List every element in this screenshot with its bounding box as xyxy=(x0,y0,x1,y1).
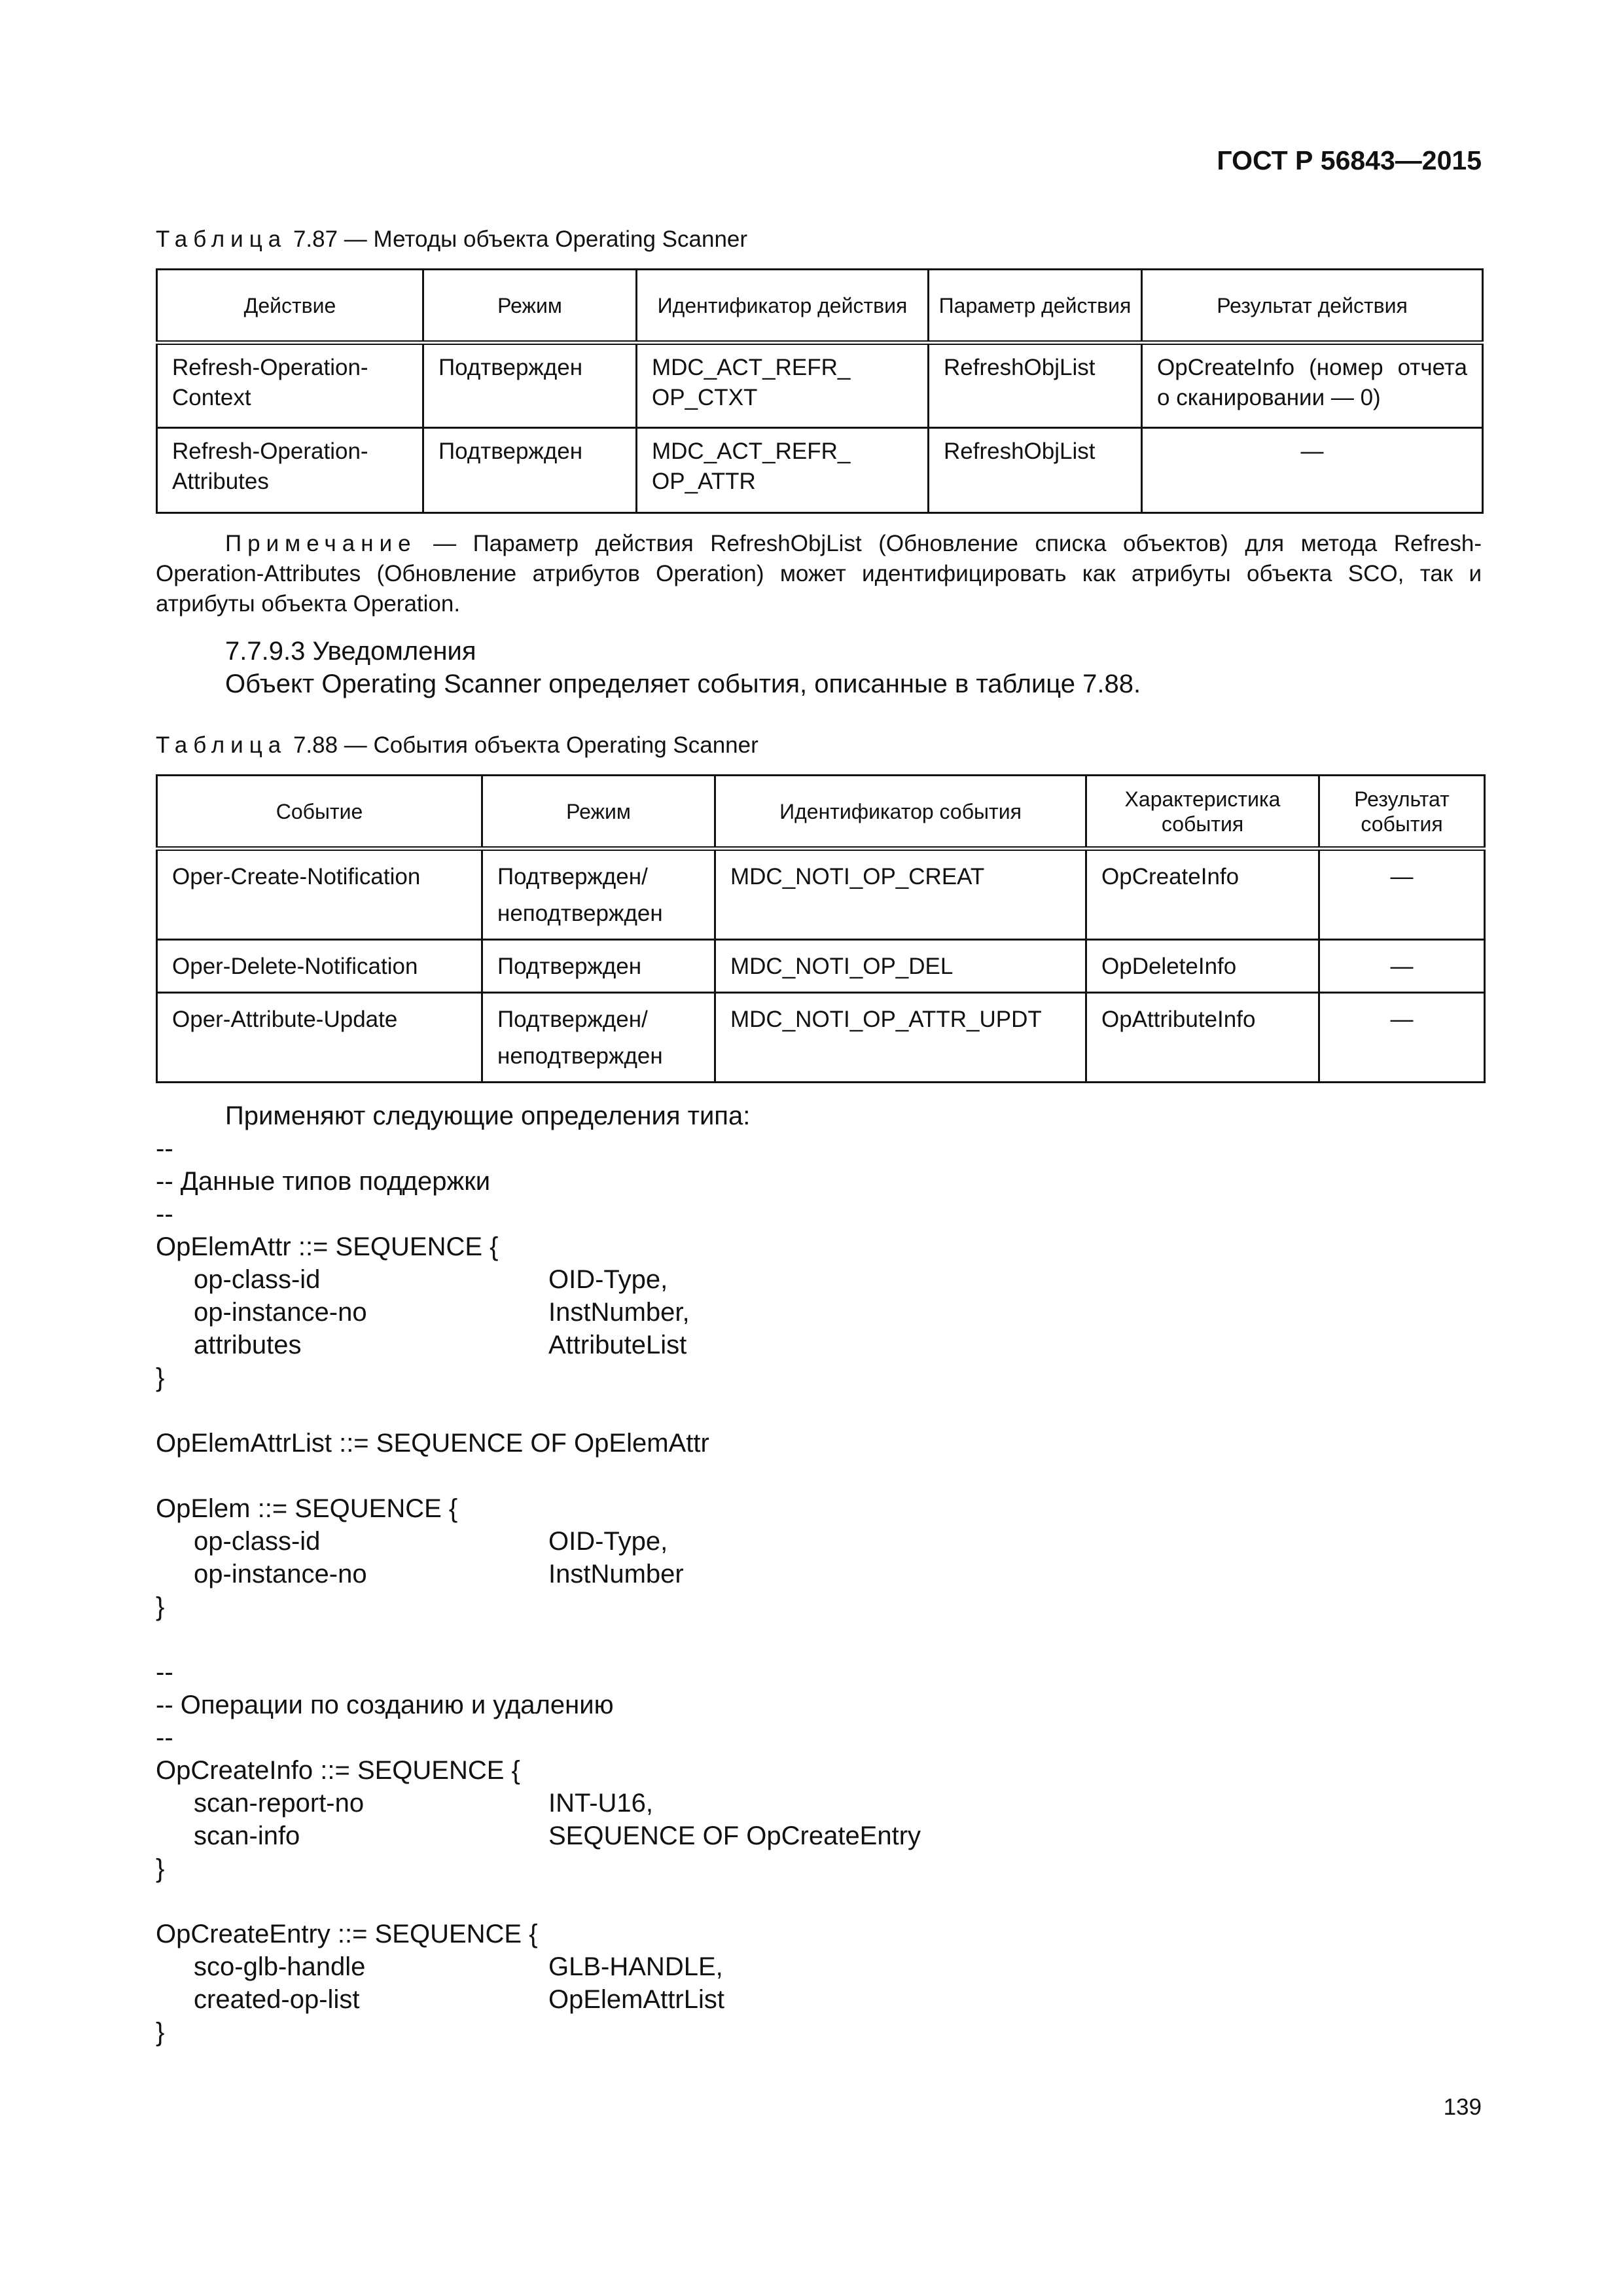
table2-header-row xyxy=(157,776,1485,849)
field-name: scan-report-no xyxy=(194,1789,365,1818)
code-field xyxy=(156,1820,921,1852)
code-line: } xyxy=(156,2018,165,2047)
field-name: op-class-id xyxy=(194,1527,321,1556)
field-type: OID-Type, xyxy=(548,1265,668,1294)
code-field xyxy=(156,1329,709,1361)
table2-caption xyxy=(156,731,758,760)
table-row xyxy=(157,428,1483,513)
code-line: -- xyxy=(156,1723,173,1752)
code-field xyxy=(156,1525,709,1558)
code-line: OpCreateEntry ::= SEQUENCE { xyxy=(156,1920,538,1948)
table2-cell-mode-line2: неподтвержден xyxy=(497,1043,663,1069)
field-name: sco-glb-handle xyxy=(194,1952,366,1981)
code-comment: -- Данные типов поддержки xyxy=(156,1167,491,1196)
table1-cell-id-line1: MDC_ACT_REFR_ xyxy=(652,355,851,380)
field-name: scan-info xyxy=(194,1821,300,1850)
code-line: } xyxy=(156,1363,165,1392)
table2-cell-mode xyxy=(482,940,715,993)
table2-col-event: Событие xyxy=(157,776,482,849)
table1-col-param: Параметр действия xyxy=(929,270,1142,343)
table2-caption-word: Таблица xyxy=(156,732,287,758)
code-line: OpElem ::= SEQUENCE { xyxy=(156,1494,458,1523)
table1-caption-word: Таблица xyxy=(156,226,287,252)
code-blank xyxy=(156,1885,709,1918)
code-line: OpCreateInfo ::= SEQUENCE { xyxy=(156,1756,520,1785)
table2-cell-mode-line1: Подтвержден/ xyxy=(497,1007,648,1032)
table1-col-action: Действие xyxy=(157,270,423,343)
table1-cell-result: OpCreateInfo (номер отчета о сканировании — 0) xyxy=(1142,343,1483,428)
table2-cell-info: OpCreateInfo xyxy=(1086,849,1319,940)
table2-cell-id: MDC_NOTI_OP_ATTR_UPDT xyxy=(715,993,1086,1083)
section-text: Объект Operating Scanner определяет события, описанные в таблице 7.88. xyxy=(225,670,1141,698)
field-type: OpElemAttrList xyxy=(548,1985,724,2014)
table1-note xyxy=(156,529,1482,619)
code-blank xyxy=(156,1623,709,1656)
type-definitions-intro: Применяют следующие определения типа: xyxy=(225,1102,751,1130)
code-field xyxy=(156,1558,709,1590)
field-type: INT-U16, xyxy=(548,1789,654,1818)
table2-cell-id: MDC_NOTI_OP_CREAT xyxy=(715,849,1086,940)
table1-cell-id xyxy=(637,428,929,513)
table-row xyxy=(157,343,1483,428)
table1-cell-action: Refresh-Operation-Context xyxy=(157,343,423,428)
table2-col-info: Характеристика события xyxy=(1086,776,1319,849)
field-type: GLB-HANDLE, xyxy=(548,1952,723,1981)
code-line: } xyxy=(156,1592,165,1621)
note-label: Примечание xyxy=(225,531,417,556)
code-field xyxy=(156,1296,709,1329)
table1-cell-mode: Подтвержден xyxy=(423,428,637,513)
table1-col-id: Идентификатор действия xyxy=(637,270,929,343)
table2-caption-text: 7.88 — События объекта Operating Scanner xyxy=(287,732,758,758)
field-name: attributes xyxy=(194,1331,302,1359)
table2-cell-result: — xyxy=(1319,849,1485,940)
table1-cell-id-line1: MDC_ACT_REFR_ xyxy=(652,439,851,464)
table2-cell-result: — xyxy=(1319,940,1485,993)
table-row xyxy=(157,993,1485,1083)
code-comment: -- Операции по созданию и удалению xyxy=(156,1691,614,1719)
table1-caption xyxy=(156,225,747,254)
field-type: SEQUENCE OF OpCreateEntry xyxy=(548,1821,921,1850)
page-number: 139 xyxy=(1443,2094,1482,2120)
methods-table xyxy=(156,268,1484,514)
table2-cell-mode-line2: неподтвержден xyxy=(497,901,663,926)
table1-cell-param: RefreshObjList xyxy=(929,343,1142,428)
code-field xyxy=(156,1263,709,1296)
code-line: OpElemAttrList ::= SEQUENCE OF OpElemAttr xyxy=(156,1429,709,1458)
events-table xyxy=(156,774,1486,1083)
table2-cell-info: OpAttributeInfo xyxy=(1086,993,1319,1083)
table1-cell-mode: Подтвержден xyxy=(423,343,637,428)
table2-cell-mode xyxy=(482,993,715,1083)
table2-cell-event: Oper-Delete-Notification xyxy=(157,940,482,993)
table2-col-id: Идентификатор события xyxy=(715,776,1086,849)
code-line: -- xyxy=(156,1134,173,1163)
field-name: op-instance-no xyxy=(194,1560,367,1588)
code-field xyxy=(156,1787,709,1820)
table2-col-mode: Режим xyxy=(482,776,715,849)
table2-cell-mode-line1: Подтвержден xyxy=(497,954,642,979)
table1-header-row xyxy=(157,270,1483,343)
table1-cell-param: RefreshObjList xyxy=(929,428,1142,513)
section-heading: 7.7.9.3 Уведомления xyxy=(225,637,476,666)
table1-col-result: Результат действия xyxy=(1142,270,1483,343)
table2-cell-mode xyxy=(482,849,715,940)
note-text: — Параметр действия RefreshObjList (Обновление списка объектов) для метода Refresh-Operation-Attributes (Обновление атрибутов Operation) может идентифицировать как атрибуты объекта SCO, так и атрибуты объекта Operation. xyxy=(156,531,1482,617)
field-type: AttributeList xyxy=(548,1331,687,1359)
document-header: ГОСТ Р 56843—2015 xyxy=(1217,145,1482,175)
table-row xyxy=(157,940,1485,993)
field-name: op-instance-no xyxy=(194,1298,367,1327)
code-line: } xyxy=(156,1854,165,1883)
code-blank xyxy=(156,1460,709,1492)
asn1-code-block xyxy=(156,1132,921,2049)
code-blank xyxy=(156,1394,709,1427)
code-field xyxy=(156,1950,723,1983)
table2-col-result: Результат события xyxy=(1319,776,1485,849)
table2-cell-id: MDC_NOTI_OP_DEL xyxy=(715,940,1086,993)
table2-cell-info: OpDeleteInfo xyxy=(1086,940,1319,993)
field-type: InstNumber, xyxy=(548,1298,690,1327)
table1-col-mode: Режим xyxy=(423,270,637,343)
code-line: -- xyxy=(156,1200,173,1229)
field-name: created-op-list xyxy=(194,1985,360,2014)
field-name: op-class-id xyxy=(194,1265,321,1294)
table1-cell-id-line2: OP_ATTR xyxy=(652,469,756,494)
table1-caption-text: 7.87 — Методы объекта Operating Scanner xyxy=(287,226,748,252)
table1-cell-action: Refresh-Operation-Attributes xyxy=(157,428,423,513)
table2-cell-event: Oper-Attribute-Update xyxy=(157,993,482,1083)
table2-cell-result: — xyxy=(1319,993,1485,1083)
code-line: -- xyxy=(156,1658,173,1687)
table2-cell-mode-line1: Подтвержден/ xyxy=(497,864,648,889)
field-type: InstNumber xyxy=(548,1560,684,1588)
table1-cell-id xyxy=(637,343,929,428)
code-line: OpElemAttr ::= SEQUENCE { xyxy=(156,1232,499,1261)
table-row xyxy=(157,849,1485,940)
table1-cell-id-line2: OP_CTXT xyxy=(652,385,758,410)
field-type: OID-Type, xyxy=(548,1527,668,1556)
table1-cell-result: — xyxy=(1142,428,1483,513)
table2-cell-event: Oper-Create-Notification xyxy=(157,849,482,940)
code-field xyxy=(156,1983,724,2016)
